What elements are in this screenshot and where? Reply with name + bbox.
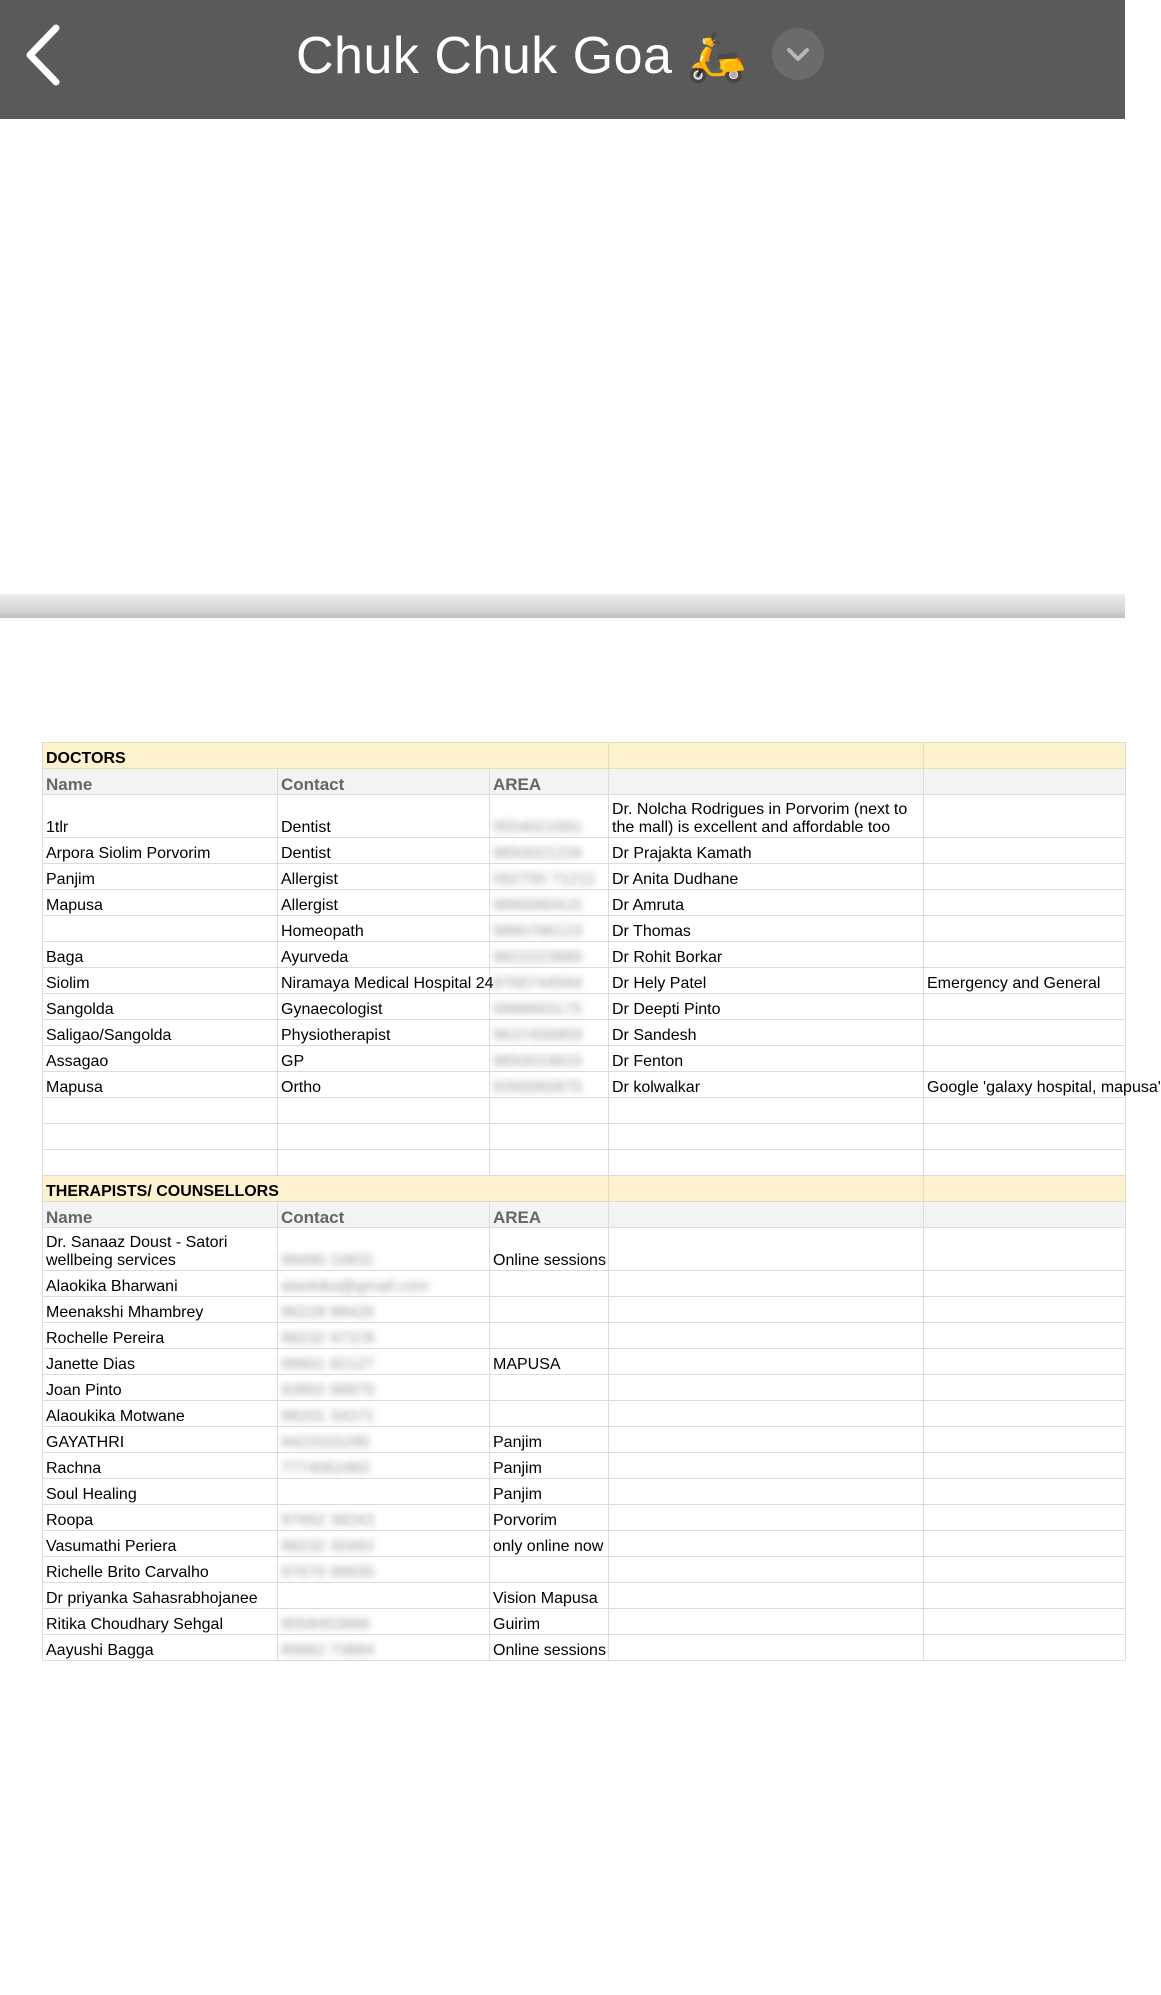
cell-contact[interactable]: 99601 82127 [278,1349,490,1375]
empty-cell[interactable] [609,1228,924,1271]
cell-contact[interactable]: Ayurveda [278,942,490,968]
cell-name[interactable]: Janette Dias [43,1349,278,1375]
cell-name[interactable]: Alaoukika Motwane [43,1401,278,1427]
table-row [43,1228,1126,1271]
empty-cell[interactable] [924,1557,1126,1583]
cell-contact[interactable]: Allergist [278,864,490,890]
empty-cell[interactable] [924,743,1126,769]
cell-name[interactable]: Aayushi Bagga [43,1635,278,1661]
empty-cell[interactable] [924,1401,1126,1427]
cell-name[interactable]: Siolim [43,968,278,994]
cell-name[interactable]: Joan Pinto [43,1375,278,1401]
cell-name[interactable]: Ritika Choudhary Sehgal [43,1609,278,1635]
cell-area[interactable]: Online sessions [490,1635,609,1661]
empty-cell[interactable] [609,1150,924,1176]
empty-cell[interactable] [609,1531,924,1557]
header-row [43,1202,1126,1228]
cell-contact[interactable]: alaokika@gmail.com [278,1271,490,1297]
cell-area[interactable]: Online sessions [490,1228,609,1271]
empty-cell[interactable] [490,1150,609,1176]
table-row [43,1020,1126,1046]
cell-name[interactable]: Baga [43,942,278,968]
cell-note[interactable] [924,838,1126,864]
cell-name[interactable]: GAYATHRI [43,1427,278,1453]
empty-cell[interactable] [924,1583,1126,1609]
table-row [43,1072,1126,1098]
cell-area[interactable]: Guirim [490,1609,609,1635]
cell-name[interactable]: Arpora Siolim Porvorim [43,838,278,864]
cell-name[interactable] [43,916,278,942]
empty-cell[interactable] [924,1150,1126,1176]
empty-row [43,1150,1126,1176]
chevron-down-icon [772,28,824,80]
cell-contact[interactable]: GP [278,1046,490,1072]
empty-cell[interactable] [43,1150,278,1176]
cell-contact[interactable]: 98490 10831 [278,1228,490,1271]
cell-doctor[interactable]: Dr Thomas [609,916,924,942]
cell-area[interactable]: 9766744564 [490,968,609,994]
section-title[interactable]: THERAPISTS/ COUNSELLORS [43,1176,609,1202]
cell-area[interactable]: Vision Mapusa [490,1583,609,1609]
cell-area[interactable]: MAPUSA [490,1349,609,1375]
chat-title-text: Chuk Chuk Goa [296,27,673,85]
empty-cell[interactable] [924,1375,1126,1401]
cell-contact[interactable] [278,1583,490,1609]
column-header[interactable]: AREA [490,1202,609,1228]
empty-cell[interactable] [924,1427,1126,1453]
cell-area[interactable] [490,1557,609,1583]
cell-area[interactable]: 9890060415 [490,890,609,916]
cell-area[interactable]: Porvorim [490,1505,609,1531]
cell-area[interactable]: 9554021681 [490,795,609,838]
cell-area[interactable] [490,1323,609,1349]
empty-cell[interactable] [924,1202,1126,1228]
empty-cell[interactable] [609,1583,924,1609]
section-title[interactable]: DOCTORS [43,743,609,769]
table-row [43,942,1126,968]
empty-cell[interactable] [609,1297,924,1323]
empty-cell[interactable] [490,1098,609,1124]
cell-contact[interactable]: 9422015285 [278,1427,490,1453]
column-header[interactable]: Contact [278,1202,490,1228]
table-row [43,1427,1126,1453]
empty-cell[interactable] [609,1124,924,1150]
empty-cell[interactable] [278,1150,490,1176]
empty-cell[interactable] [924,1271,1126,1297]
cell-area[interactable]: 9850021234 [490,838,609,864]
cell-contact[interactable]: 97670 99935 [278,1557,490,1583]
table-row [43,1323,1126,1349]
table-row [43,1046,1126,1072]
cell-area[interactable]: 9988663175 [490,994,609,1020]
empty-cell[interactable] [609,1202,924,1228]
cell-name[interactable]: Dr priyanka Sahasrabhojanee [43,1583,278,1609]
table-row [43,864,1126,890]
cell-doctor[interactable]: Dr Sandesh [609,1020,924,1046]
cell-area[interactable]: 9637456859 [490,1020,609,1046]
cell-contact[interactable]: Gynaecologist [278,994,490,1020]
column-header[interactable]: AREA [490,769,609,795]
cell-contact[interactable]: Ortho [278,1072,490,1098]
table-row [43,916,1126,942]
dropdown-button[interactable] [772,28,824,80]
empty-cell[interactable] [609,1176,924,1202]
empty-cell[interactable] [43,1124,278,1150]
cell-area[interactable] [490,1375,609,1401]
content-divider [0,594,1125,618]
empty-cell[interactable] [609,1323,924,1349]
empty-cell[interactable] [609,1098,924,1124]
cell-name[interactable]: Saligao/Sangolda [43,1020,278,1046]
cell-contact[interactable]: Dentist [278,838,490,864]
cell-name[interactable]: Richelle Brito Carvalho [43,1557,278,1583]
cell-contact[interactable]: 9058453966 [278,1609,490,1635]
cell-name[interactable]: Vasumathi Periera [43,1531,278,1557]
cell-contact[interactable]: 98201 34371 [278,1401,490,1427]
empty-cell[interactable] [609,1271,924,1297]
cell-area[interactable]: Panjim [490,1427,609,1453]
empty-cell[interactable] [924,1323,1126,1349]
empty-cell[interactable] [609,743,924,769]
table-row [43,1583,1126,1609]
empty-cell[interactable] [609,769,924,795]
empty-cell[interactable] [924,1609,1126,1635]
empty-cell[interactable] [609,1635,924,1661]
table-row [43,1401,1126,1427]
empty-cell[interactable] [924,1453,1126,1479]
empty-cell[interactable] [924,1479,1126,1505]
cell-contact[interactable]: 98232 30492 [278,1531,490,1557]
table-row [43,1557,1126,1583]
header-row [43,769,1126,795]
cell-note[interactable] [924,890,1126,916]
cell-area[interactable]: 9822223889 [490,942,609,968]
table-row [43,1453,1126,1479]
empty-cell[interactable] [924,1228,1126,1271]
cell-area[interactable]: only online now [490,1531,609,1557]
cell-doctor[interactable]: Dr. Nolcha Rodrigues in Porvorim (next to the mall) is excellent and affordable too [609,795,924,838]
cell-area[interactable] [490,1271,609,1297]
column-header[interactable]: Name [43,769,278,795]
empty-cell[interactable] [609,1609,924,1635]
cell-note[interactable] [924,1020,1126,1046]
empty-cell[interactable] [924,1124,1126,1150]
cell-contact[interactable]: Dentist [278,795,490,838]
cell-name[interactable]: Dr. Sanaaz Doust - Satori wellbeing services [43,1228,278,1271]
empty-cell[interactable] [278,1098,490,1124]
cell-doctor[interactable]: Dr Anita Dudhane [609,864,924,890]
chat-title[interactable] [296,16,746,96]
empty-cell[interactable] [924,1349,1126,1375]
empty-cell[interactable] [609,1349,924,1375]
cell-doctor[interactable]: Dr Hely Patel [609,968,924,994]
cell-area[interactable] [490,1401,609,1427]
cell-area[interactable]: 9390060870 [490,1072,609,1098]
table-row [43,1349,1126,1375]
empty-cell[interactable] [278,1124,490,1150]
cell-name[interactable]: 1tlr [43,795,278,838]
cell-note[interactable] [924,864,1126,890]
empty-cell[interactable] [609,1557,924,1583]
empty-cell[interactable] [490,1124,609,1150]
empty-cell[interactable] [609,1453,924,1479]
cell-doctor[interactable]: Dr Fenton [609,1046,924,1072]
empty-row [43,1124,1126,1150]
cell-area[interactable]: Panjim [490,1479,609,1505]
contacts-spreadsheet [42,742,1161,1661]
cell-name[interactable]: Assagao [43,1046,278,1072]
section-row-doctors [43,743,1126,769]
table-row [43,1609,1126,1635]
empty-cell[interactable] [924,1297,1126,1323]
empty-cell[interactable] [609,1401,924,1427]
cell-name[interactable]: Meenakshi Mhambrey [43,1297,278,1323]
cell-contact[interactable]: Physiotherapist [278,1020,490,1046]
cell-area[interactable] [490,1297,609,1323]
empty-row [43,1098,1126,1124]
top-navigation-bar [0,0,1125,119]
cell-contact[interactable]: 89862 73884 [278,1635,490,1661]
scooter-emoji-icon: 🛵 [686,30,747,84]
cell-note[interactable] [924,1046,1126,1072]
table-row [43,1635,1126,1661]
cell-name[interactable]: Rachna [43,1453,278,1479]
column-header[interactable]: Name [43,1202,278,1228]
cell-note[interactable]: Emergency and General [924,968,1126,994]
cell-note[interactable] [924,942,1126,968]
empty-cell[interactable] [924,1098,1126,1124]
cell-contact[interactable]: 93802 98870 [278,1375,490,1401]
cell-name[interactable]: Alaokika Bharwani [43,1271,278,1297]
cell-area[interactable]: Panjim [490,1453,609,1479]
cell-contact[interactable]: 97662 38243 [278,1505,490,1531]
cell-name[interactable]: Mapusa [43,890,278,916]
cell-name[interactable]: Soul Healing [43,1479,278,1505]
cell-name[interactable]: Sangolda [43,994,278,1020]
cell-area[interactable]: 092700 71212 [490,864,609,890]
table-row [43,1479,1126,1505]
empty-cell[interactable] [924,1505,1126,1531]
table-row [43,838,1126,864]
table-row [43,1531,1126,1557]
section-row-therapists [43,1176,1126,1202]
back-button[interactable] [22,22,66,88]
table-row [43,994,1126,1020]
empty-cell[interactable] [924,1176,1126,1202]
chevron-left-icon [22,22,66,88]
table-row [43,1271,1126,1297]
empty-cell[interactable] [924,769,1126,795]
cell-name[interactable]: Rochelle Pereira [43,1323,278,1349]
empty-cell[interactable] [609,1505,924,1531]
table-row [43,968,1126,994]
table-row [43,795,1126,838]
cell-name[interactable]: Mapusa [43,1072,278,1098]
cell-note[interactable]: Google 'galaxy hospital, mapusa' [924,1072,1126,1098]
cell-contact[interactable]: Homeopath [278,916,490,942]
cell-name[interactable]: Panjim [43,864,278,890]
cell-contact[interactable]: 98232 97378 [278,1323,490,1349]
cell-note[interactable] [924,916,1126,942]
empty-cell[interactable] [924,1531,1126,1557]
cell-contact[interactable]: 7774062482 [278,1453,490,1479]
cell-contact[interactable]: Niramaya Medical Hospital 24 [278,968,490,994]
cell-contact[interactable]: 96228 88426 [278,1297,490,1323]
cell-doctor[interactable]: Dr Rohit Borkar [609,942,924,968]
empty-cell[interactable] [609,1427,924,1453]
cell-note[interactable] [924,795,1126,838]
empty-cell[interactable] [609,1375,924,1401]
cell-area[interactable]: 9880786123 [490,916,609,942]
empty-cell[interactable] [43,1098,278,1124]
table-row [43,890,1126,916]
cell-doctor[interactable]: Dr kolwalkar [609,1072,924,1098]
table-row [43,1505,1126,1531]
cell-contact[interactable] [278,1479,490,1505]
empty-cell[interactable] [609,1479,924,1505]
table-row [43,1297,1126,1323]
cell-doctor[interactable]: Dr Deepti Pinto [609,994,924,1020]
cell-contact[interactable]: Allergist [278,890,490,916]
cell-area[interactable]: 9850019815 [490,1046,609,1072]
table-row [43,1375,1126,1401]
empty-cell[interactable] [924,1635,1126,1661]
cell-name[interactable]: Roopa [43,1505,278,1531]
cell-doctor[interactable]: Dr Prajakta Kamath [609,838,924,864]
column-header[interactable]: Contact [278,769,490,795]
cell-note[interactable] [924,994,1126,1020]
cell-doctor[interactable]: Dr Amruta [609,890,924,916]
